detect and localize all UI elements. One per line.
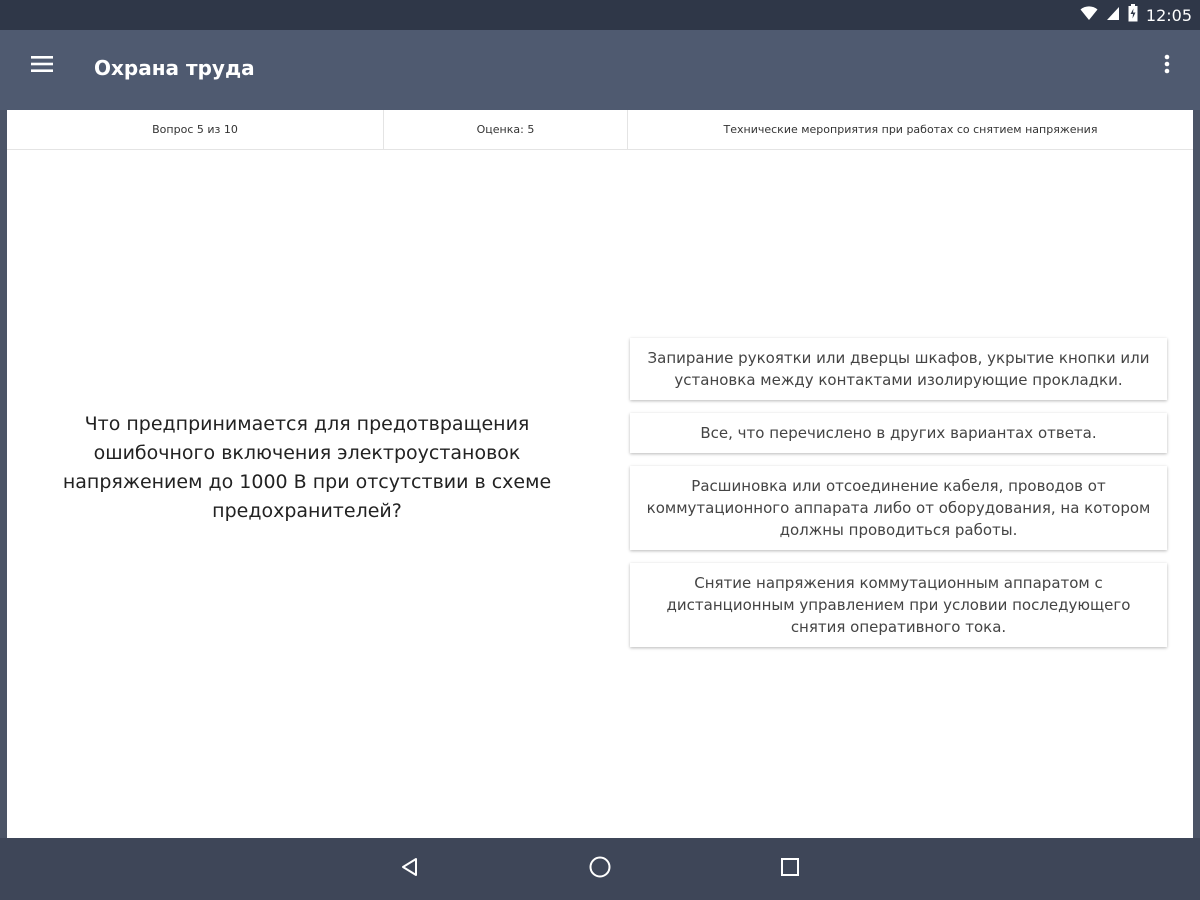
more-vert-icon [1164,54,1170,79]
quiz-content [7,110,1193,838]
answer-option-2[interactable]: Все, что перечислено в других вариантах ответа. [630,413,1167,453]
answer-option-4[interactable]: Снятие напряжения коммутационным аппаратом с дистанционным управлением при условии последующего снятия оперативного тока. [630,563,1167,647]
recents-square-icon [780,857,800,882]
battery-icon [1128,4,1138,27]
topic-label: Технические мероприятия при работах со снятием напряжения [723,123,1098,136]
status-icons [1080,0,1192,30]
score-label: Оценка: 5 [384,110,628,149]
home-circle-icon [588,855,612,884]
back-button[interactable] [393,852,427,886]
status-bar [0,0,1200,30]
answer-list [630,338,1167,660]
recents-button[interactable] [773,852,807,886]
back-triangle-icon [400,857,420,882]
home-button[interactable] [583,852,617,886]
app-bar [0,30,1200,110]
question-counter: Вопрос 5 из 10 [7,110,384,149]
info-bar [7,110,1193,150]
hamburger-menu-icon [31,56,53,77]
menu-button[interactable] [22,46,62,86]
signal-icon [1106,5,1120,26]
question-text: Что предпринимается для предотвращения ошибочного включения электроустановок напряжением до 1000 В при отсутствии в схеме предохранителей? [62,413,552,522]
answer-option-3[interactable]: Расшиновка или отсоединение кабеля, проводов от коммутационного аппарата либо от оборудования, на котором должны проводиться работы. [630,466,1167,550]
status-time: 12:05 [1145,5,1192,25]
app-title: Охрана труда [94,56,255,80]
wifi-icon [1080,5,1098,26]
overflow-menu-button[interactable] [1152,46,1182,86]
answer-option-1[interactable]: Запирание рукоятки или дверцы шкафов, укрытие кнопки или установка между контактами изолирующие прокладки. [630,338,1167,400]
navigation-bar [0,838,1200,900]
